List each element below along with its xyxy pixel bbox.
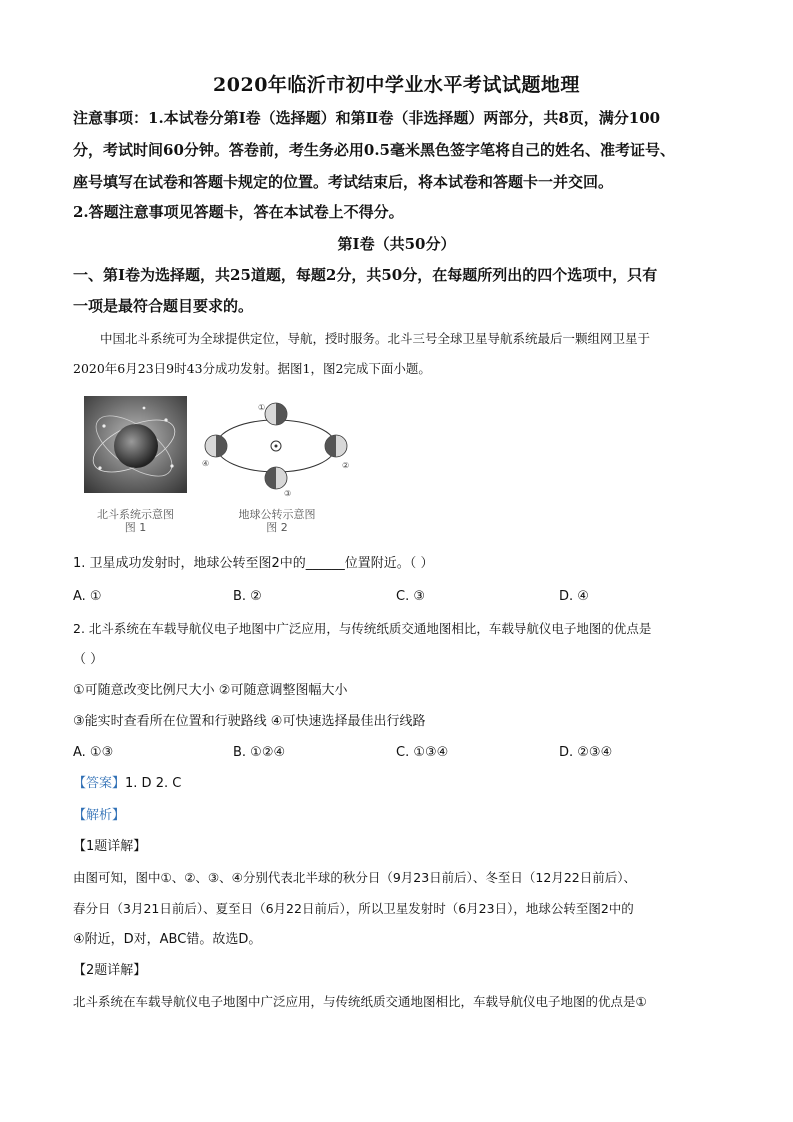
question-2-items-1: ①可随意改变比例尺大小 ②可随意调整图幅大小 bbox=[73, 683, 348, 698]
analysis-label: 【解析】 bbox=[73, 808, 126, 823]
figure-1-caption: 北斗系统示意图 bbox=[97, 508, 174, 521]
earth-bottom bbox=[265, 467, 287, 489]
question-2-stem-cont: （ ） bbox=[73, 652, 104, 667]
detail-1-label: 【1题详解】 bbox=[73, 839, 147, 854]
q2-option-d: D. ②③④ bbox=[559, 745, 613, 760]
label-3: ③ bbox=[284, 489, 292, 498]
question-2-stem: 2. 北斗系统在车载导航仪电子地图中广泛应用，与传统纸质交通地图相比，车载导航仪电子地图的优点是 bbox=[73, 621, 652, 636]
figure-2-caption: 地球公转示意图 bbox=[238, 508, 316, 521]
question-1-stem: 1. 卫星成功发射时，地球公转至图2中的______位置附近。（ ） bbox=[73, 556, 434, 571]
intro-line-2: 2020年6月23日9时43分成功发射。据图1，图2完成下面小题。 bbox=[73, 361, 431, 376]
answer-label: 【答案】 bbox=[73, 776, 126, 791]
detail-1-line-2: 春分日（3月21日前后）、夏至日（6月22日前后），所以卫星发射时（6月23日），地球公转至图2中的 bbox=[73, 901, 634, 916]
q2-option-b: B. ①②④ bbox=[233, 745, 286, 760]
notice-line-3: 座号填写在试卷和答题卡规定的位置。考试结束后，将本试卷和答题卡一并交回。 bbox=[73, 173, 614, 191]
figure-1-number: 图 1 bbox=[124, 521, 147, 534]
part-one-line-1: 一、第Ⅰ卷为选择题，共25道题，每题2分，共50分，在每题所列出的四个选项中，只有 bbox=[73, 266, 658, 284]
q2-option-a: A. ①③ bbox=[73, 745, 114, 760]
q2-option-c: C. ①③④ bbox=[396, 745, 449, 760]
answer-text: 1. D 2. C bbox=[125, 776, 182, 791]
intro-line-1: 中国北斗系统可为全球提供定位，导航，授时服务。北斗三号全球卫星导航系统最后一颗组网卫星于 bbox=[100, 331, 651, 346]
notice-line-1: 注意事项：1.本试卷分第Ⅰ卷（选择题）和第Ⅱ卷（非选择题）两部分，共8页，满分100 bbox=[73, 109, 661, 127]
question-2-items-2: ③能实时查看所在位置和行驶路线 ④可快速选择最佳出行线路 bbox=[73, 714, 426, 729]
detail-1-line-1: 由图可知，图中①、②、③、④分别代表北半球的秋分日（9月23日前后）、冬至日（12月22日前后）、 bbox=[73, 870, 636, 885]
q1-option-c: C. ③ bbox=[396, 589, 425, 604]
label-1: ① bbox=[258, 403, 266, 412]
label-2: ② bbox=[342, 461, 350, 470]
notice-line-2: 分，考试时间60分钟。答卷前，考生务必用0.5毫米黑色签字笔将自己的姓名、准考证号、 bbox=[73, 141, 675, 159]
answer-line bbox=[73, 775, 723, 793]
q1-option-d: D. ④ bbox=[559, 589, 589, 604]
label-4: ④ bbox=[202, 459, 210, 468]
notice-line-4: 2.答题注意事项见答题卡，答在本试卷上不得分。 bbox=[73, 203, 404, 221]
detail-1-line-3: ④附近，D对，ABC错。故选D。 bbox=[73, 932, 262, 947]
earth-left bbox=[205, 435, 227, 457]
earth-revolution-figure bbox=[200, 398, 352, 498]
page-title: 2020年临沂市初中学业水平考试试题地理 bbox=[213, 74, 580, 96]
detail-2-line-1: 北斗系统在车载导航仪电子地图中广泛应用，与传统纸质交通地图相比，车载导航仪电子地图的优点是① bbox=[73, 994, 647, 1009]
section-header: 第Ⅰ卷（共50分） bbox=[337, 235, 456, 253]
earth-right bbox=[325, 435, 347, 457]
earth-top bbox=[265, 403, 287, 425]
part-one-line-2: 一项是最符合题目要求的。 bbox=[73, 297, 254, 315]
q1-option-a: A. ① bbox=[73, 589, 102, 604]
figure-2-number: 图 2 bbox=[266, 521, 288, 534]
beidou-system-figure bbox=[84, 396, 187, 493]
detail-2-label: 【2题详解】 bbox=[73, 963, 147, 978]
q1-option-b: B. ② bbox=[233, 589, 262, 604]
